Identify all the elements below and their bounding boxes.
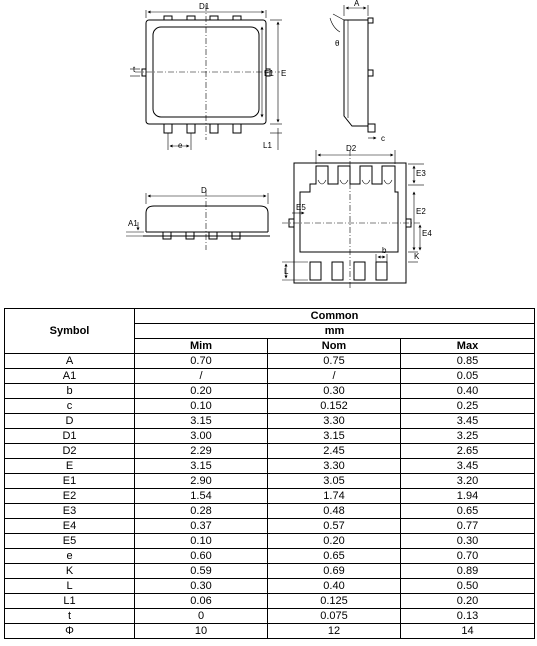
cell-min: 2.29 xyxy=(135,444,268,459)
cell-nom: / xyxy=(268,369,401,384)
cell-nom: 2.45 xyxy=(268,444,401,459)
cell-max: 0.30 xyxy=(401,534,535,549)
cell-min: 0.37 xyxy=(135,519,268,534)
exposed-pad xyxy=(300,166,398,252)
cell-symbol: E1 xyxy=(5,474,135,489)
side-view-body xyxy=(344,20,368,126)
table-row xyxy=(5,474,535,489)
table-row xyxy=(5,624,535,639)
cell-max: 3.20 xyxy=(401,474,535,489)
label-E: E xyxy=(281,69,287,78)
cell-max: 0.20 xyxy=(401,594,535,609)
cell-nom: 0.48 xyxy=(268,504,401,519)
label-D1: D1 xyxy=(199,2,210,11)
cell-min: 2.90 xyxy=(135,474,268,489)
cell-min: 0.30 xyxy=(135,579,268,594)
table-row xyxy=(5,459,535,474)
cell-max: 3.45 xyxy=(401,414,535,429)
front-view-body xyxy=(146,206,268,232)
table-row xyxy=(5,429,535,444)
cell-nom: 0.75 xyxy=(268,354,401,369)
table-row xyxy=(5,579,535,594)
label-D2: D2 xyxy=(346,144,357,153)
cell-min: 0.06 xyxy=(135,594,268,609)
cell-symbol: E xyxy=(5,459,135,474)
cell-symbol: L1 xyxy=(5,594,135,609)
cell-symbol: D1 xyxy=(5,429,135,444)
label-E4: E4 xyxy=(422,229,432,238)
cell-min: 0.28 xyxy=(135,504,268,519)
cell-symbol: D xyxy=(5,414,135,429)
cell-min: 3.00 xyxy=(135,429,268,444)
header-nom: Nom xyxy=(268,339,401,354)
cell-min: 0.60 xyxy=(135,549,268,564)
cell-nom: 3.30 xyxy=(268,414,401,429)
bottom-leads xyxy=(164,124,241,133)
cell-min: 10 xyxy=(135,624,268,639)
cell-symbol: t xyxy=(5,609,135,624)
cell-nom: 0.69 xyxy=(268,564,401,579)
table-row xyxy=(5,594,535,609)
table-row xyxy=(5,399,535,414)
cell-max: 0.65 xyxy=(401,504,535,519)
side-view xyxy=(330,5,376,138)
cell-nom: 0.57 xyxy=(268,519,401,534)
header-common: Common xyxy=(135,309,535,324)
cell-max: 3.45 xyxy=(401,459,535,474)
table-row xyxy=(5,489,535,504)
cell-min: 0.59 xyxy=(135,564,268,579)
table-row xyxy=(5,414,535,429)
cell-max: 3.25 xyxy=(401,429,535,444)
cell-min: 3.15 xyxy=(135,459,268,474)
cell-max: 0.77 xyxy=(401,519,535,534)
label-E3: E3 xyxy=(416,169,426,178)
cell-nom: 0.125 xyxy=(268,594,401,609)
label-b: b xyxy=(382,246,387,255)
cell-symbol: c xyxy=(5,399,135,414)
label-t: t xyxy=(133,65,136,74)
cell-max: 0.85 xyxy=(401,354,535,369)
label-L1: L1 xyxy=(263,141,272,150)
header-symbol: Symbol xyxy=(5,309,135,354)
cell-min: / xyxy=(135,369,268,384)
cell-nom: 0.40 xyxy=(268,579,401,594)
cell-max: 0.05 xyxy=(401,369,535,384)
label-D: D xyxy=(201,186,207,195)
bottom-view-leads xyxy=(310,262,387,280)
table-row xyxy=(5,369,535,384)
cell-symbol: D2 xyxy=(5,444,135,459)
cell-nom: 3.15 xyxy=(268,429,401,444)
cell-max: 0.70 xyxy=(401,549,535,564)
table-row xyxy=(5,384,535,399)
cell-symbol: E4 xyxy=(5,519,135,534)
cell-min: 0.10 xyxy=(135,534,268,549)
label-theta: θ xyxy=(335,39,340,48)
cell-symbol: E2 xyxy=(5,489,135,504)
cell-symbol: E5 xyxy=(5,534,135,549)
label-E1: E1 xyxy=(264,69,274,78)
label-e: e xyxy=(178,141,183,150)
table-row xyxy=(5,534,535,549)
label-E2: E2 xyxy=(416,207,426,216)
cell-symbol: b xyxy=(5,384,135,399)
label-K: K xyxy=(414,252,420,261)
table-row xyxy=(5,444,535,459)
cell-nom: 0.075 xyxy=(268,609,401,624)
label-L: L xyxy=(284,267,289,276)
cell-max: 0.40 xyxy=(401,384,535,399)
cell-max: 1.94 xyxy=(401,489,535,504)
table-row xyxy=(5,549,535,564)
label-A: A xyxy=(354,0,360,8)
cell-symbol: Φ xyxy=(5,624,135,639)
cell-min: 3.15 xyxy=(135,414,268,429)
front-view xyxy=(126,190,270,250)
dimension-table xyxy=(4,308,535,639)
cell-nom: 3.30 xyxy=(268,459,401,474)
cell-min: 0.10 xyxy=(135,399,268,414)
cell-nom: 0.20 xyxy=(268,534,401,549)
top-view xyxy=(130,5,282,150)
label-E5: E5 xyxy=(296,203,306,212)
cell-nom: 3.05 xyxy=(268,474,401,489)
label-c: c xyxy=(381,134,385,143)
cell-symbol: e xyxy=(5,549,135,564)
header-unit: mm xyxy=(135,324,535,339)
cell-max: 0.25 xyxy=(401,399,535,414)
cell-symbol: K xyxy=(5,564,135,579)
table-row xyxy=(5,519,535,534)
cell-min: 1.54 xyxy=(135,489,268,504)
cell-symbol: A xyxy=(5,354,135,369)
table-row xyxy=(5,564,535,579)
cell-symbol: L xyxy=(5,579,135,594)
cell-nom: 0.152 xyxy=(268,399,401,414)
cell-nom: 0.65 xyxy=(268,549,401,564)
package-outline-drawing xyxy=(0,0,537,300)
cell-nom: 0.30 xyxy=(268,384,401,399)
bottom-view xyxy=(282,150,424,290)
header-min: Mim xyxy=(135,339,268,354)
label-A1: A1 xyxy=(128,219,138,228)
table-row xyxy=(5,354,535,369)
header-max: Max xyxy=(401,339,535,354)
cell-symbol: E3 xyxy=(5,504,135,519)
cell-symbol: A1 xyxy=(5,369,135,384)
cell-min: 0.70 xyxy=(135,354,268,369)
cell-max: 14 xyxy=(401,624,535,639)
top-leads xyxy=(164,16,241,20)
left-tab xyxy=(142,69,146,76)
table-body xyxy=(5,354,535,639)
cell-max: 0.89 xyxy=(401,564,535,579)
cell-max: 2.65 xyxy=(401,444,535,459)
cell-nom: 1.74 xyxy=(268,489,401,504)
cell-min: 0 xyxy=(135,609,268,624)
table-row xyxy=(5,609,535,624)
table-row xyxy=(5,504,535,519)
cell-max: 0.50 xyxy=(401,579,535,594)
cell-max: 0.13 xyxy=(401,609,535,624)
cell-nom: 12 xyxy=(268,624,401,639)
cell-min: 0.20 xyxy=(135,384,268,399)
